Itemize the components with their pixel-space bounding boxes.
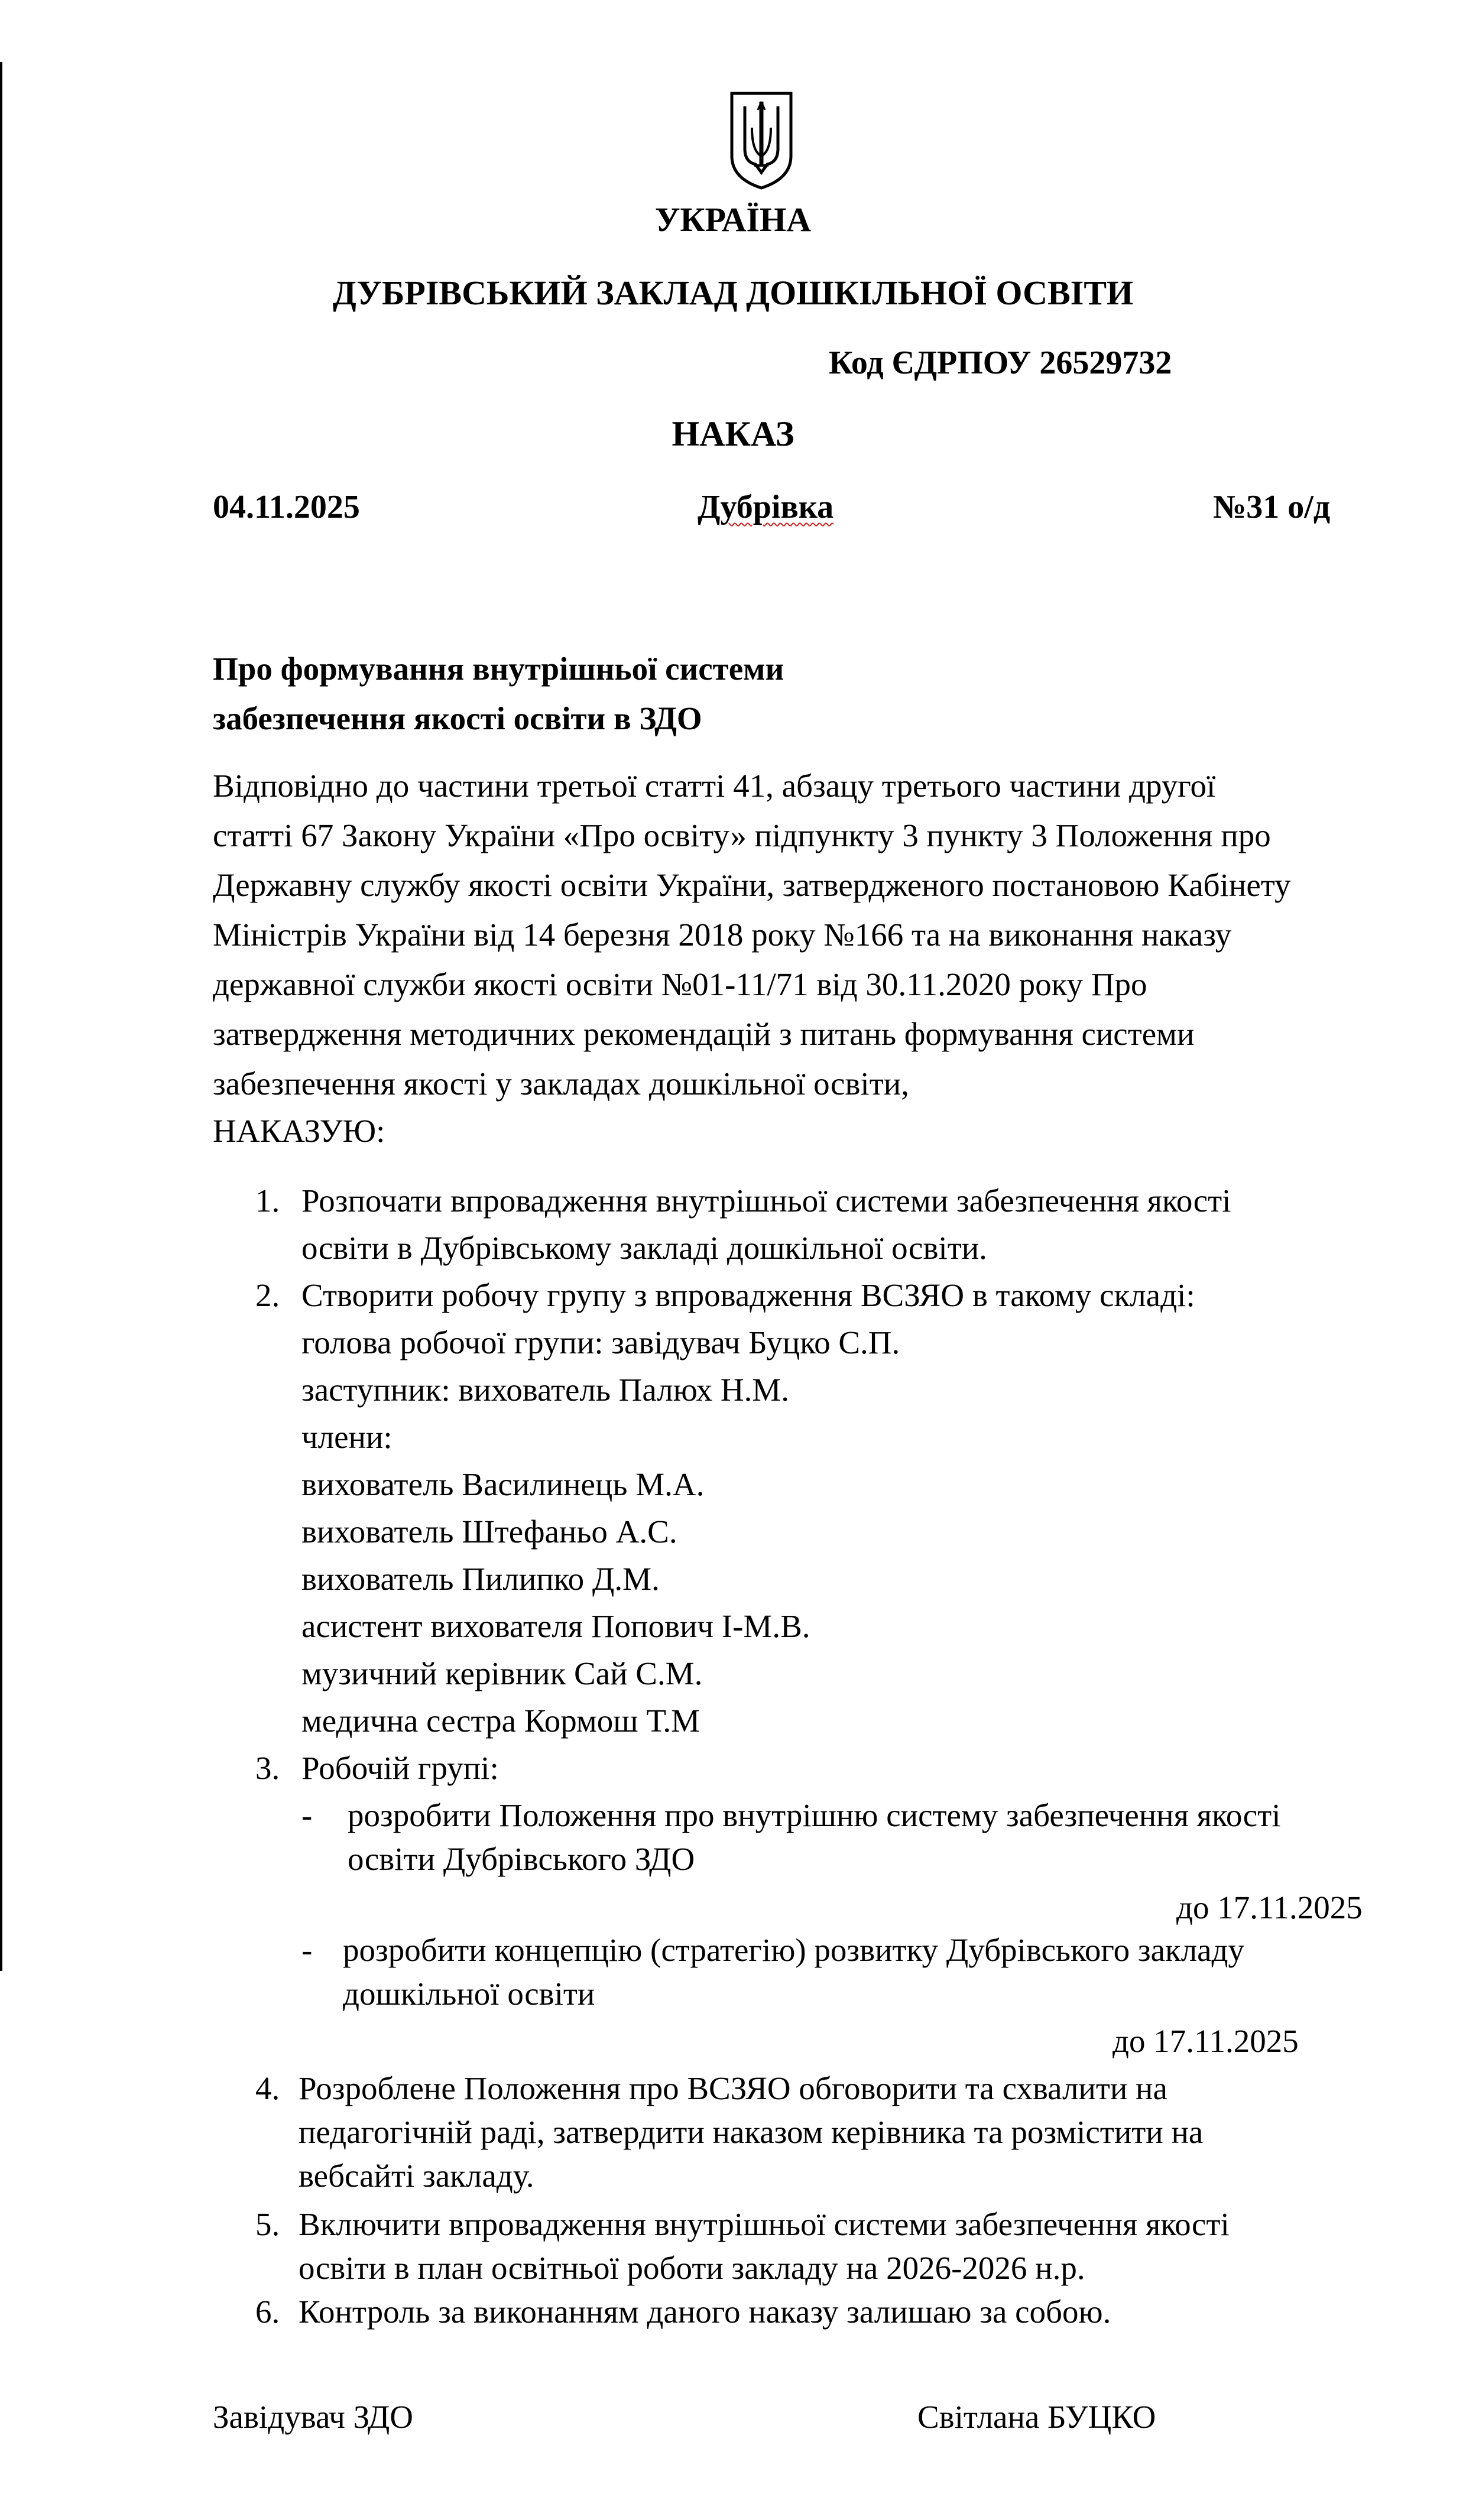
sub-bullet: - xyxy=(301,1797,313,1833)
preamble xyxy=(213,761,1291,1109)
preamble-line: Міністрів України від 14 березня 2018 року №166 та на виконання наказу xyxy=(213,917,1232,953)
item-number: 2. xyxy=(255,1277,280,1313)
signature-name: Світлана БУЦКО xyxy=(917,2399,1156,2435)
sub-item-line: освіти Дубрівського ЗДО xyxy=(348,1841,695,1877)
order-place: Дубрівка xyxy=(698,489,834,525)
preamble-line: державної служби якості освіти №01-11/71 від 30.11.2020 року Про xyxy=(213,966,1147,1002)
item-5-line: Включити впровадження внутрішньої системи забезпечення якості xyxy=(299,2206,1230,2242)
item-4-line: Розроблене Положення про ВСЗЯО обговорити та схвалити на xyxy=(299,2070,1167,2106)
coat-of-arms-icon xyxy=(728,90,794,191)
subject-line: Про формування внутрішньої системи xyxy=(213,651,784,687)
edrpou-code: Код ЄДРПОУ 26529732 xyxy=(829,345,1172,381)
sub-bullet: - xyxy=(301,1932,313,1968)
member-line: вихователь Штефаньо А.С. xyxy=(301,1514,677,1550)
member-line: асистент вихователя Попович І-М.В. xyxy=(301,1608,810,1644)
item-6-line: Контроль за виконанням даного наказу залишаю за собою. xyxy=(299,2294,1111,2330)
item-1-line: Розпочати впровадження внутрішньої системи забезпечення якості xyxy=(301,1183,1231,1219)
signature-position: Завідувач ЗДО xyxy=(213,2399,413,2435)
sub-item-line: розробити Положення про внутрішню систему забезпечення якості xyxy=(348,1797,1281,1833)
member-line: медична сестра Кормош Т.М xyxy=(301,1703,700,1739)
deadline: до 17.11.2025 xyxy=(1176,1889,1363,1925)
item-2-line: Створити робочу групу з впровадження ВСЗЯО в такому складі: xyxy=(301,1277,1195,1313)
member-line: члени: xyxy=(301,1419,393,1455)
item-3-line: Робочій групі: xyxy=(301,1750,499,1786)
order-subject xyxy=(213,644,784,743)
item-number: 6. xyxy=(255,2294,280,2330)
preamble-line: статті 67 Закону України «Про освіту» підпункту 3 пункту 3 Положення про xyxy=(213,817,1271,853)
member-line: вихователь Василинець М.А. xyxy=(301,1466,705,1502)
sub-item-line: дошкільної освіти xyxy=(343,1976,595,2012)
member-line: вихователь Пилипко Д.М. xyxy=(301,1561,660,1597)
order-word: НАКАЗУЮ: xyxy=(213,1113,385,1149)
subject-line: забезпечення якості освіти в ЗДО xyxy=(213,700,702,736)
item-5-line: освіти в план освітньої роботи закладу на 2026-2026 н.р. xyxy=(299,2250,1085,2286)
deadline: до 17.11.2025 xyxy=(1113,2023,1299,2059)
item-number: 3. xyxy=(255,1750,280,1786)
preamble-line: затвердження методичних рекомендацій з питань формування системи xyxy=(213,1016,1195,1052)
sub-item-line: розробити концепцію (стратегію) розвитку Дубрівського закладу xyxy=(343,1932,1245,1968)
preamble-line: Відповідно до частини третьої статті 41, абзацу третього частини другої xyxy=(213,768,1216,804)
item-4-line: вебсайті закладу. xyxy=(299,2158,534,2194)
country-title: УКРАЇНА xyxy=(654,200,812,239)
preamble-line: забезпечення якості у закладах дошкільної освіти, xyxy=(213,1066,909,1102)
member-line: голова робочої групи: завідувач Буцко С.П. xyxy=(301,1324,900,1360)
institution-name: ДУБРІВСЬКИЙ ЗАКЛАД ДОШКІЛЬНОЇ ОСВІТИ xyxy=(332,274,1134,312)
document-type: НАКАЗ xyxy=(672,414,794,453)
item-1-line: освіти в Дубрівському закладі дошкільної освіти. xyxy=(301,1230,987,1266)
item-number: 4. xyxy=(255,2070,280,2106)
member-line: заступник: вихователь Палюх Н.М. xyxy=(301,1372,790,1408)
member-line: музичний керівник Сай С.М. xyxy=(301,1655,703,1691)
order-items xyxy=(0,1176,1466,2334)
item-number: 1. xyxy=(255,1183,280,1219)
preamble-line: Державну службу якості освіти України, затвердженого постановою Кабінету xyxy=(213,867,1291,903)
order-number: №31 о/д xyxy=(1213,489,1331,525)
order-date: 04.11.2025 xyxy=(213,489,360,525)
item-4-line: педагогічній раді, затвердити наказом керівника та розмістити на xyxy=(299,2114,1204,2150)
item-number: 5. xyxy=(255,2206,280,2242)
